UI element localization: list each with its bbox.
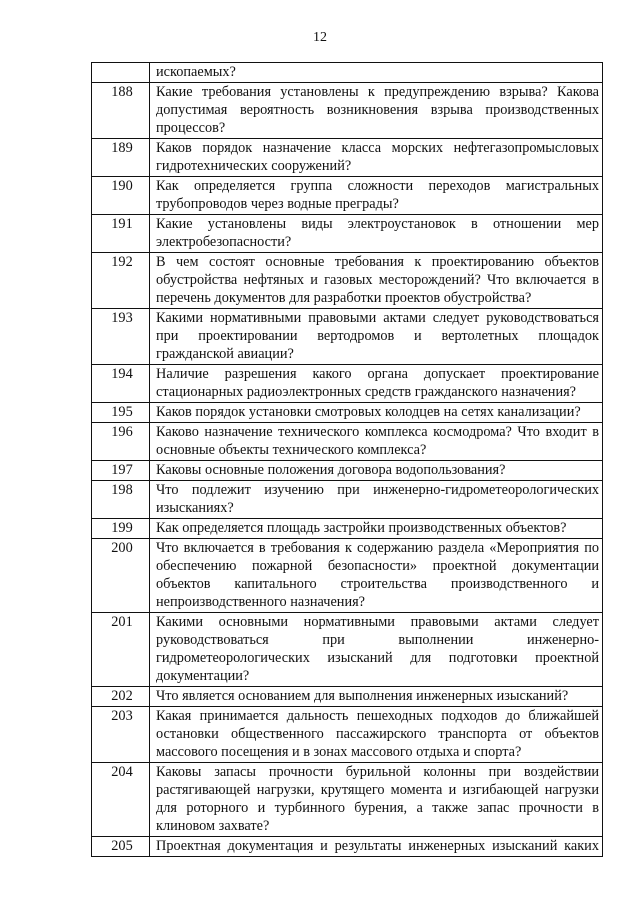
question-text: Какие установлены виды электроустановок в отношении мер электробезопасности? <box>150 215 603 253</box>
question-number: 191 <box>92 215 150 253</box>
question-text: Каково назначение технического комплекса космодрома? Что входит в основные объекты технического комплекса? <box>150 423 603 461</box>
question-number: 196 <box>92 423 150 461</box>
table-row <box>92 63 603 83</box>
table-row <box>92 215 603 253</box>
table-row <box>92 707 603 763</box>
table-row <box>92 461 603 481</box>
question-number: 200 <box>92 539 150 613</box>
question-text: Какая принимается дальность пешеходных подходов до ближайшей остановки общественного пассажирского транспорта от объектов массового посещения и в зонах массового отдыха и спорта? <box>150 707 603 763</box>
question-text: Что включается в требования к содержанию раздела «Мероприятия по обеспечению пожарной безопасности» проектной документации объектов капитального строительства производственного и непроизводственного назначения? <box>150 539 603 613</box>
question-number: 201 <box>92 613 150 687</box>
question-text: Проектная документация и результаты инженерных изысканий каких <box>150 837 603 857</box>
table-row <box>92 837 603 857</box>
table-row <box>92 83 603 139</box>
question-number: 204 <box>92 763 150 837</box>
question-text: Что является основанием для выполнения инженерных изысканий? <box>150 687 603 707</box>
question-number: 188 <box>92 83 150 139</box>
question-text: Каковы основные положения договора водопользования? <box>150 461 603 481</box>
question-number: 203 <box>92 707 150 763</box>
question-text: Как определяется группа сложности переходов магистральных трубопроводов через водные преграды? <box>150 177 603 215</box>
questions-table <box>91 62 603 857</box>
question-text: Что подлежит изучению при инженерно-гидрометеорологических изысканиях? <box>150 481 603 519</box>
table-row <box>92 177 603 215</box>
table-row <box>92 763 603 837</box>
table-row <box>92 403 603 423</box>
question-number: 198 <box>92 481 150 519</box>
question-text: ископаемых? <box>150 63 603 83</box>
question-number: 195 <box>92 403 150 423</box>
page-number: 12 <box>313 30 327 45</box>
table-row <box>92 519 603 539</box>
question-number: 193 <box>92 309 150 365</box>
question-text: Каков порядок установки смотровых колодцев на сетях канализации? <box>150 403 603 423</box>
question-number: 194 <box>92 365 150 403</box>
question-text: Какие требования установлены к предупреждению взрыва? Какова допустимая вероятность возникновения взрыва производственных процессов? <box>150 83 603 139</box>
question-text: Какими нормативными правовыми актами следует руководствоваться при проектировании вертодромов и вертолетных площадок гражданской авиации? <box>150 309 603 365</box>
question-text: Наличие разрешения какого органа допускает проектирование стационарных радиоэлектронных средств гражданского назначения? <box>150 365 603 403</box>
question-number: 197 <box>92 461 150 481</box>
table-row <box>92 687 603 707</box>
question-text: Как определяется площадь застройки производственных объектов? <box>150 519 603 539</box>
question-number: 190 <box>92 177 150 215</box>
question-number: 202 <box>92 687 150 707</box>
question-text: Каков порядок назначение класса морских нефтегазопромысловых гидротехнических сооружений? <box>150 139 603 177</box>
question-text: Каковы запасы прочности бурильной колонны при воздействии растягивающей нагрузки, крутящего момента и изгибающей нагрузки для роторного и турбинного бурения, а также запас прочности в клиновом захвате? <box>150 763 603 837</box>
table-row <box>92 481 603 519</box>
question-number: 199 <box>92 519 150 539</box>
table-row <box>92 539 603 613</box>
question-text: В чем состоят основные требования к проектированию объектов обустройства нефтяных и газовых месторождений? Что включается в перечень документов для разработки проектов обустройства? <box>150 253 603 309</box>
table-row <box>92 365 603 403</box>
question-text: Какими основными нормативными правовыми актами следует руководствоваться при выполнении инженерно-гидрометеорологических изысканий для подготовки проектной документации? <box>150 613 603 687</box>
table-row <box>92 613 603 687</box>
question-number: 205 <box>92 837 150 857</box>
table-row <box>92 139 603 177</box>
table-row <box>92 423 603 461</box>
question-number <box>92 63 150 83</box>
table-row <box>92 309 603 365</box>
question-number: 189 <box>92 139 150 177</box>
table-row <box>92 253 603 309</box>
question-number: 192 <box>92 253 150 309</box>
